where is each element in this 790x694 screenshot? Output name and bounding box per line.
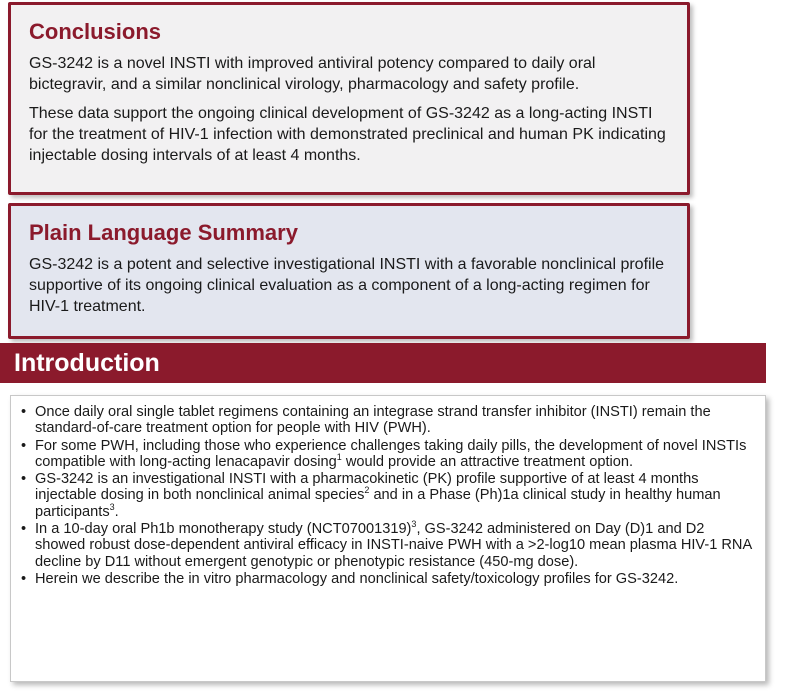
list-item [21,438,753,471]
reference-superscript: 3 [109,501,115,512]
conclusions-paragraph-1: GS-3242 is a novel INSTI with improved antiviral potency compared to daily oral bictegravir, and a similar nonclinical virology, pharmacology and safety profile. [29,55,596,93]
list-item-text: and in a Phase (Ph)1a clinical study in healthy human participants [35,487,721,520]
bullet-icon: • [21,404,27,420]
reference-superscript: 3 [411,519,417,530]
list-item [21,521,753,570]
list-item-text: , GS-3242 administered on Day (D)1 and D2 showed robust dose-dependent antiviral efficacy in INSTI-naive PWH with a >2-log10 mean plasma HIV-1 RNA decline by D11 without emergent genotypic or phenotypic resistance (450-mg dose). [35,521,752,570]
reference-superscript: 1 [336,452,342,463]
conclusions-paragraph-2: These data support the ongoing clinical development of GS-3242 as a long-acting INSTI for the treatment of HIV-1 infection with demonstrated preclinical and human PK indicating injectable dosing intervals of at least 4 months. [29,105,666,164]
bullet-icon: • [21,521,27,538]
bullet-icon: • [21,437,27,454]
list-item-text: In a 10-day oral Ph1b monotherapy study (NCT07001319) [35,521,412,538]
reference-superscript: 2 [364,485,370,496]
list-item [21,571,753,587]
list-item-text: GS-3242 is an investigational INSTI with a pharmacokinetic (PK) profile supportive of at least 4 months injectable dosing in both nonclinical animal species [35,471,699,504]
plain-language-summary-box [8,203,690,339]
list-item [21,471,753,520]
plain-language-summary-title: Plain Language Summary [29,220,298,245]
list-item-text: . [114,503,119,520]
list-item-text: For some PWH, including those who experience challenges taking daily pills, the development of novel INSTIs compatible with long-acting lenacapavir dosing [35,437,747,470]
bullet-icon: • [21,570,27,587]
introduction-body [10,395,766,682]
introduction-list [21,404,753,587]
introduction-title: Introduction [14,349,160,377]
conclusions-box [8,2,690,195]
list-item-text: Once daily oral single tablet regimens containing an integrase strand transfer inhibitor (INSTI) remain the standard-of-care treatment option for people with HIV (PWH). [35,404,711,437]
bullet-icon: • [21,471,27,488]
plain-language-summary-text: GS-3242 is a potent and selective investigational INSTI with a favorable nonclinical profile supportive of its ongoing clinical evaluation as a component of a long-acting regimen for HIV-1 treatment. [29,256,665,315]
list-item [21,404,753,437]
introduction-header [0,343,766,383]
conclusions-title: Conclusions [29,19,162,44]
list-item-text: would provide an attractive treatment option. [341,453,634,470]
list-item-text: Herein we describe the in vitro pharmacology and nonclinical safety/toxicology profiles for GS-3242. [35,570,679,587]
